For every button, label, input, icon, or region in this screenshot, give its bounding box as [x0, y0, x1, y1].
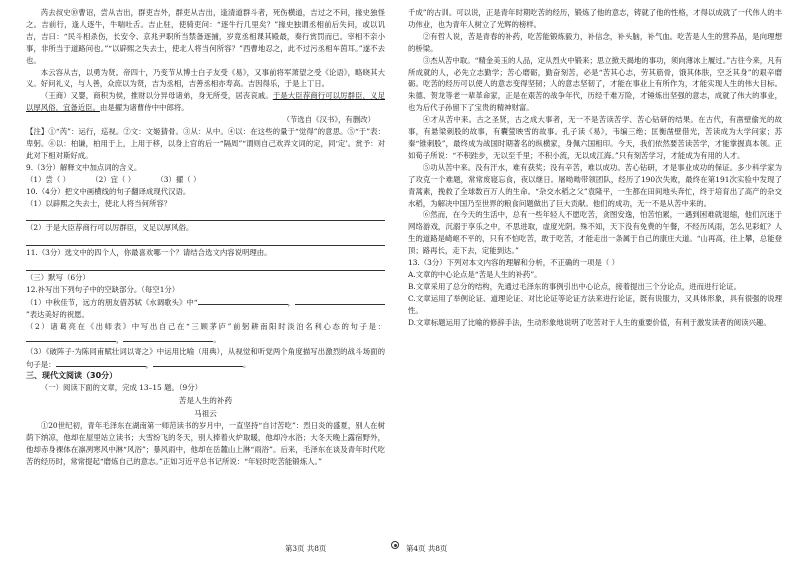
- annotation-note: 【注】①“芮”：运行，巡视。②文：文姬猜骨。③从：从中。④以：在这些的量于“觉得”的意思。⑤“于”表：卑躬。⑥以：柏谦，柏用于上，上用于移，以身上官的后一“隔周”“谓则自己欢弄文词的定，同‘定’。赏予：对此对下相对斯好成。: [26, 127, 385, 160]
- article-paragraph-5: ⑤功从苦中来。没有汗水，难有获奖；没有辛苦，难以成功。苦心钻研，才是事业成功的保证。多少科学家为了攻克一个难题，常常废寝忘食，夜以继日。屠呦呦带领团队，经历了190次失败，最终在第191次实验中发现了青蒿素，挽救了全球数百万人的生命。“杂交水稻之父”袁隆平，一生都在田间地头奔忙，终于培育出了高产的杂交水稻，为解决中国乃至世界的粮食问题做出了巨大贡献。他们的成功，无一不是从苦中来的。: [408, 162, 782, 208]
- article-paragraph-3: ③杰从苦中取。“精金美玉的人品，定从烈火中锻来；思立掀天揭地的事功，须向薄冰上履过。”古往今来，凡有所成就的人，必先立志勤学；苦心磨砺，勤奋刻苦，必是“苦其心志，劳其筋骨，饿其体肤，空乏其身”的艰辛磨砺。吃苦的经历可以使人的意志变得坚韧；人的意志坚韧了，才能在事业上有所作为，才能实现人生的伟大目标。朱德、贺龙等老一辈革命家，正是在艰苦的战争年代，历经千难万险，才锤炼出坚强的意志，成就了伟大的事业，也为后代子孙留下了宝贵的精神财富。: [408, 55, 782, 113]
- fill-blank[interactable]: [153, 358, 243, 367]
- fill-blank[interactable]: [123, 333, 213, 342]
- question-9-items: [26, 174, 385, 186]
- passage-paragraph-2: 本云容从吉，以勇为贤。帝四十，乃变节从博士白子友受《易》，又事前将军萧望之受《论语》，略晓其大义。好问礼义，与人善，众庶以为贤，吉为丞相，吉善丞相亦寿高。吉因得乐，于是上丁日。: [26, 67, 385, 89]
- article-author: 马祖云: [194, 409, 217, 419]
- article-paragraph-2: ②有哲人说，苦是青春的补药，吃苦能锻炼毅力，补信念，补头脑，补气血。吃苦是人生的营养品，是向理想的桥梁。: [408, 31, 782, 53]
- passage-source: （节选自《汉书》，有删改）: [282, 115, 375, 125]
- question-12-item-1-suffix: ”表达美好的祝愿。: [26, 309, 89, 319]
- question-12-item-3: （3）《破阵子·为陈同甫赋壮词以寄之》中运用比喻（用典），从视觉和听觉两个角度描写出激烈的战斗场面的句子是： ， 。: [26, 346, 385, 369]
- question-10-item-2: （2）于是大臣荐商行可以厉群臣，义足以厚风俗。: [26, 223, 194, 233]
- left-page: [0, 0, 395, 561]
- fill-blank[interactable]: [198, 296, 288, 305]
- fill-blank[interactable]: [56, 358, 146, 367]
- question-11: 11.（3分）选文中的四个人，你最喜欢哪一个？请结合选文内容说明理由。: [26, 248, 272, 258]
- option-b: B.文章采用了总分的结构，先通过毛泽东的事例引出中心论点，接着提出三个分论点，进而进行论证。: [408, 281, 741, 291]
- option-a: A.文章的中心论点是“苦是人生的补药”。: [408, 269, 542, 279]
- question-9-item-2: （2）宜（ ）: [91, 174, 136, 184]
- question-9-item-3: （3）擢（ ）: [156, 174, 201, 184]
- article-paragraph-4: ④才从苦中来。古之圣贤，古之成大事者，无一不是苦读苦学、苦心钻研的结果。在古代，有凿壁偷光的故事，有悬梁刺股的故事，有囊萤映雪的故事。孔子读《易》，韦编三绝；匡衡凿壁借光，苦读成为大学问家；苏秦“锥刺股”，最终成为战国时期著名的纵横家，身佩六国相印。今天，我们依然要苦读苦学，才能掌握真本领。正如荀子所说：“不积跬步，无以至千里；不积小流，无以成江海。”只有刻苦学习，才能成为有用的人才。: [408, 115, 782, 160]
- passage-paragraph-1: 芮去叔史⑩曹诏，尝从吉出，群吏吉外，群吏从吉出，逢清道群斗者，死伤横道，吉过之不问，掾史独怪之。吉前行，逢人逐牛，牛喘吐舌。吉止驻，使骑吏问：“逐牛行几里矣？”掾史独谓丞相前后失问，或以讥吉，吉曰：“民斗相杀伤，长安令、京兆尹职所当禁备逐捕，岁竟丞相课其殿最，奏行赏罚而已。宰相不亲小事，非所当于道路问也。”“以辟熙之失去士，使北人将当何所容？”西曹地忍之，此不过污丞相车茵耳。”遂不去也。: [26, 8, 385, 65]
- question-12-item-1-prefix: （1）中秋佳节，远方的朋友借苏轼《水调歌头》中“: [26, 298, 198, 308]
- option-c: C.文章运用了举例论证、道理论证、对比论证等论证方法来进行论证，既有说服力，又具体形象，具有很强的说理性。: [408, 293, 782, 315]
- article-paragraph-1: ①20世纪初，青年毛泽东在湖南第一师范读书的岁月中，一直坚持“自讨苦吃”：烈日炎的盛夏，别人在树荫下纳凉，他却在屋里站立读书；大雪纷飞的冬天，别人捧着火炉取暖，他却冷水浴；大冬天晚上露宿野外，他却赤身裸体在凛冽寒风中淋“风浴”；暴风雨中，他却在岳麓山上淋“雨浴”。后来，毛泽东在谈及青年时代吃苦的经历时，常常提起“磨炼自己的意志。”正如习近平总书记所说：“年轻时吃苦能锻炼人。”: [26, 421, 385, 467]
- question-10-item-1: （1）以辟熙之失去士，使北人将当何所容？: [26, 198, 172, 208]
- section-instruction: （一）阅读下面的文章，完成 13–15 题。（9分）: [40, 383, 203, 393]
- section-moxie: （三）默写（6分）: [26, 273, 90, 283]
- answer-line[interactable]: [26, 210, 385, 221]
- underlined-sentence: 于是大臣荐商行可以厉群臣，义足以厚风俗，宜备近臣。: [26, 91, 385, 113]
- question-12-item-2: （2）诸葛亮在《出师表》中写出自己在“三顾茅庐”前躬耕南阳时淡泊名利心态的句子是：， 。: [26, 321, 385, 344]
- section-heading: 三、现代文阅读（30分）: [26, 371, 118, 381]
- right-page: [398, 0, 794, 561]
- binding-circle-icon: [391, 541, 399, 549]
- passage-paragraph-3c: 由是擢为诸曹侍中中郎将。: [99, 103, 189, 113]
- question-12-item-2-text: （2）诸葛亮在《出师表》中写出自己在“三顾茅庐”前躬耕南阳时淡泊名利心态的句子是：: [26, 321, 385, 331]
- question-9: 9.（3分）解释文中加点词的含义。: [26, 162, 142, 172]
- question-12-item-1: （1）中秋佳节，远方的朋友借苏轼《水调歌头》中“ ，”表达美好的祝愿。: [26, 296, 385, 321]
- answer-line[interactable]: [26, 260, 385, 271]
- question-9-item-1: （1）尝（ ）: [26, 174, 71, 184]
- article-paragraph-6: ⑥然而，在今天的生活中，总有一些年轻人不愿吃苦，贪图安逸，怕苦怕累，一遇到困难就退缩，他们沉迷于网络游戏，沉溺于享乐之中，不思进取，虚度光阴。殊不知，天下没有免费的午餐，不经历风雨，怎么见彩虹？人生的道路是崎岖不平的，只有不怕吃苦，敢于吃苦，才能走出一条属于自己的康庄大道。“山再高，往上攀，总能登顶；路再长，走下去，定能到达。”: [408, 210, 782, 256]
- fill-blank[interactable]: [295, 296, 385, 305]
- passage-paragraph-3: [26, 90, 385, 114]
- question-12-item-3-text: （3）《破阵子·为陈同甫赋壮词以寄之》中运用比喻（用典），从视觉和听觉两个角度描写出激烈的战斗场面的句子是：: [26, 346, 385, 369]
- question-13: 13.（3分）下列对本文内容的理解和分析，不正确的一项是（ ）: [408, 258, 619, 268]
- page-number-right: 第4页 共8页: [406, 544, 448, 553]
- option-d: D.文章标题运用了比喻的修辞手法，生动形象地说明了吃苦对于人生的重要价值，有利于激发读者的阅读兴趣。: [408, 317, 771, 327]
- fill-blank[interactable]: [26, 333, 116, 342]
- article-title: 苦是人生的补药: [178, 396, 233, 406]
- passage-paragraph-3a: （王商）又婴，商积为侯，推财以分异母诸弟，身无所受，居丧哀戚。: [40, 91, 273, 101]
- page-number-left: 第3页 共8页: [285, 544, 327, 553]
- question-12: 12.补写出下列句子中的空缺部分。（每空1分）: [26, 285, 180, 295]
- answer-line[interactable]: [26, 235, 385, 246]
- article-paragraph-1-cont: 千成”的古训。可以说，正是青年时期吃苦的经历，锻炼了他的意志，铸就了他的性格，才得以成就了一代伟人的丰功伟业，也为青年人树立了光辉的榜样。: [408, 8, 782, 29]
- question-10: 10.（4分）把文中画横线的句子翻译成现代汉语。: [26, 186, 191, 196]
